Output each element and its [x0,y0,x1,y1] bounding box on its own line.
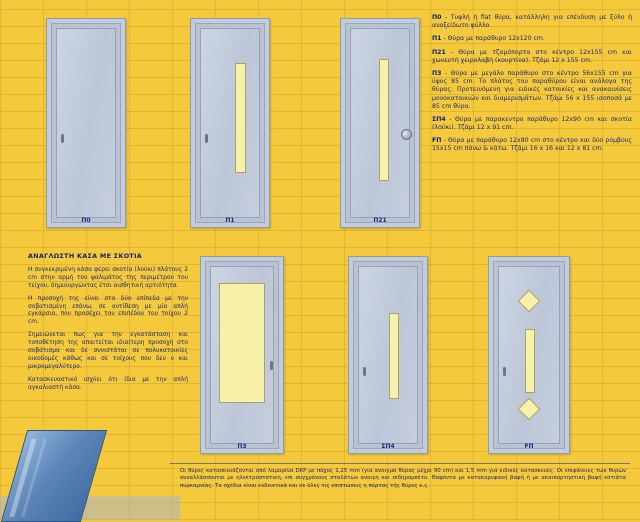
spec-text: Θύρα με παράθυρο 12x120 cm. [447,35,545,43]
frame-description-paragraph: Η προσοχή της είναι στα δύο επίπεδα με την σοβατισμένη επάνω, σε αντίθεση με μία απλή εγκάρσια, που προσέχει του επιπέδου του τοίχου 2 cm. [28,295,188,326]
door-knob-icon [401,129,412,140]
spec-text: Θύρα με μεγάλο παράθυρο στο κέντρο 56x155 cm για ύψος 85 cm. Το πλάτος του παραθύρου είναι ανάλογα της θύρας. Προτεινόμενη για ειδικές κατοικίες και ανακαινίσεις μονοκατοικιών και διαμερισμάτων. Τζάμι 56 x 155 ισοποσά με 85 cm θύρα. [432,69,633,110]
door-p21 [340,18,420,228]
frame-description-paragraph: Η συγκεκριμένη κάσα φέρει σκοτία (λούκι) πλάτους 2 cm στην αρμή του ψαλιμάτος της περιμέτρου του τείχου, δημιουργώντας έτσι αισθητική αρτιότητα. [28,266,188,289]
spec-entry-p21: П21 - Θύρα με τζαμόπορτα στο κέντρο 12x155 cm και χωνευτή χειρολαβή (κουρτίνα). Τζάμι 12 x 155 cm. [432,48,632,64]
door-handle [270,361,273,370]
door-p1 [190,18,270,228]
spec-entry-sp4: ΣΠ4 - Θύρα με παρακεντρο παράθυρο 12x90 cm και σκοτία (λούκι). Τζάμι 12 x 91 cm. [432,115,633,132]
spec-code: FΠ [432,137,442,145]
door-glass [379,59,389,181]
frame-description-title: ΑΝΑΓΛΩΣΤΗ ΚΑΣΑ ΜΕ ΣΚΟΤΙΑ [28,252,143,260]
spec-entry-fp: FΠ - Θύρα με παράθυρο 12x80 cm στο κέντρο και δύο ρόμβους 15x15 cm πάνω & κάτω. Τζάμι 16 x 16 και 12 x 81 cm. [432,137,632,153]
door-sp4 [348,256,428,454]
spec-entry-p0: П0 - Τυφλή ή flat θύρα, κατάλληλη για επένδυση με ξύλο ή ανοξείδωτο φύλλο. [432,14,632,30]
door-glass [219,283,265,403]
footer-note-text: Οι θύρες κατασκευάζονται από λαμαρίνα DKP με πάχος 1,25 mm (για ανοιγμα θύρας μέχρι 90 cm) και 1,5 mm για ειδικές κατασκευές. Οι επιφάνειες των θυρών συναλλάσσονται με ηλεκτροστατικη, επι συγχρόνους σταλάτων ανοιγη και σιδηρομπέτο. Θαφόντα με κατακορυφανή βαφή ή με ακαιπορτηστική βαφή εστιάτα πυρκαμνίας. Τα σχέδια είναι ενδεικτικά και σε όλες τις επιπτώσεις η πόρτας τής θύρες κ.ς. [180,468,626,489]
spec-code: ΣΠ4 [432,115,446,123]
door-handle [205,134,208,143]
frame-description-panel [28,252,188,398]
spec-code: П1 [432,35,442,43]
spec-entry-p3: П3 - Θύρα με μεγάλο παράθυρο στο κέντρο 56x155 cm για ύψος 85 cm. Το πλάτος του παραθύρου είναι ανάλογα της θύρας. Προτεινόμενη για ειδικές κατοικίες και ανακαινίσεις μονοκατοικιών και διαμερισμάτων. Τζάμι 56 x 155 ισοποσά με 85 cm θύρα. [432,69,633,110]
frame-description-paragraph: Σημειώνεται πως για την εγκατάσταση και τοποθέτηση της απαιτείται ιδιαίτερη προσοχή στο σοβάτισμα και δε συνιστάται σε πολυκατοικίες οικοδομές κάθως και σε τοίχους που δεν ν και μικρομεγαλύτερο. [28,332,188,371]
door-handle [503,367,506,376]
door-handle [61,134,64,143]
door-glass [389,313,399,399]
door-p3 [200,256,284,454]
door-p0 [46,18,126,228]
door-leaf [200,28,260,218]
door-label: FΠ [524,443,534,450]
spec-code: П21 [432,48,446,56]
spec-text: Θύρα με παράθυρο 12x80 cm στο κέντρο και δύο ρόμβους 15x15 cm πάνω & κάτω. Τζάμι 16 x 16 και 12 x 81 cm. [432,137,632,153]
spec-text: Τυφλή ή flat θύρα, κατάλληλη για επένδυση με ξύλο ή ανοξείδωτο φύλλο. [432,14,632,30]
spec-entry-p1: П1 - Θύρα με παράθυρο 12x120 cm. [432,35,545,43]
door-leaf [56,28,116,218]
specs-panel [432,14,632,159]
footer-note [180,468,626,490]
frame-description-paragraph: Κατασκευαστικό ισχύει ότι ίδια με την απλή αγκαλιαστή κάσα. [28,377,188,392]
spec-text: Θύρα με παρακεντρο παράθυρο 12x90 cm και σκοτία (λούκι). Τζάμι 12 x 91 cm. [432,115,633,132]
spec-code: П0 [432,14,442,21]
footer-divider [170,463,630,464]
door-label: П21 [373,217,387,224]
door-handle [363,367,366,376]
door-leaf [358,266,418,444]
door-label: ΣΠ4 [381,443,395,450]
door-label: П1 [225,217,235,224]
spec-code: П3 [432,69,442,77]
door-glass [525,329,535,393]
door-fp [488,256,570,454]
door-glass [235,63,246,173]
spec-text: Θύρα με τζαμόπορτα στο κέντρο 12x155 cm και χωνευτή χειρολαβή (κουρτίνα). Τζάμι 12 x 155 cm. [432,48,632,64]
door-label: П3 [237,443,247,450]
door-label: П0 [81,217,91,224]
